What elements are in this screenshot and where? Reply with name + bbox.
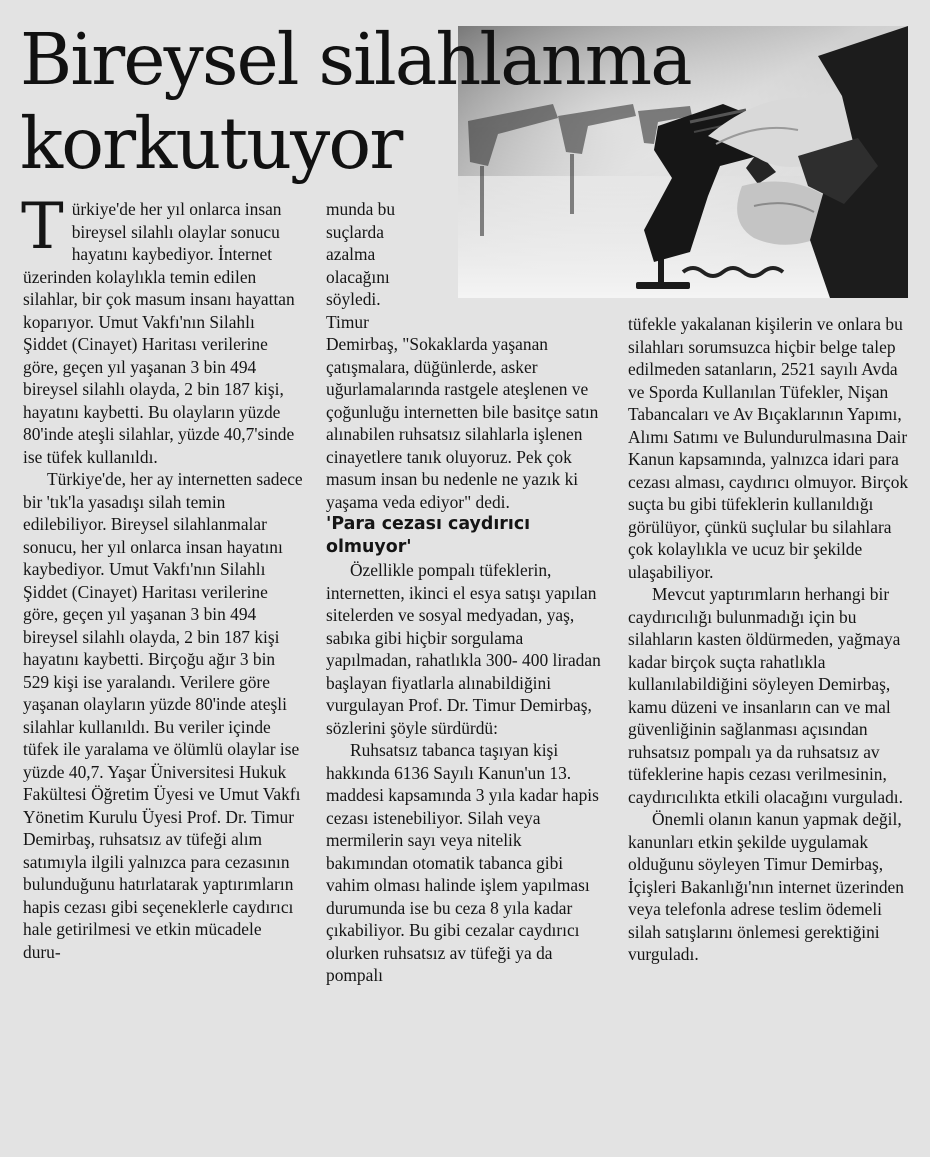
- paragraph-continuation: Demirbaş, "Sokaklarda yaşanan çatışmalara, düğünlerde, asker uğurlamalarında rastgele ateşlenen ve çoğunluğu internetten bile basitçe satın alınabilen ruhsatsız silahlarla işlenen cinayetlere tanık oluyoruz. Pek çok masum insan bu nedenle ne yazık ki yaşama veda ediyor" dedi.: [326, 334, 599, 512]
- article-paragraph: Özellikle pompalı tüfeklerin, internetten, ikinci el esya satışı yapılan sitelerden ve sosyal medyadan, yaş, sabıka gibi hiçbir sorgulama yapılmadan, rahatlıkla 300- 400 liradan başlayan fiyatlarla alınabildiğini vurgulayan Prof. Dr. Timur Demirbaş, sözlerini şöyle sürdürdü:: [326, 560, 601, 738]
- narrow-text-block: munda bu suçlarda azalma olacağını söyledi. Timur: [326, 199, 396, 332]
- article-paragraph: [326, 198, 602, 513]
- subheading: 'Para cezası caydırıcı olmuyor': [326, 514, 531, 557]
- article-paragraph: Türkiye'de, her ay internetten sadece bir 'tık'la yasadışı silah temin edilebiliyor. Bireysel silahlanmalar sonucu, her yıl onlarca insan hayatını kaybediyor. Umut Vakfı'nın Silahlı Şiddet (Cinayet) Haritası verilerine göre, geçen yıl yaşanan 3 bin 494 bireysel silahlı olayda, 2 bin 187 kişi hayatını kaybetti. Birçoğu ağır 3 bin 529 kişi ise yaralandı. Verilere göre yaşanan olayların yüzde 80'inde ateşli silahlar kullanıldı. Bu veriler içinde tüfek ile yaralama ve ölümlü olaylar ise yüzde 40,7. Yaşar Üniversitesi Hukuk Fakültesi Öğretim Üyesi ve Umut Vakfı Yönetim Kurulu Üyesi Prof. Dr. Timur Demirbaş, ruhsatsız av tüfeği alım satımıyla ilgili yalnızca para cezasının bulunduğunu hatırlatarak yaptırımların hapis cezası gibi seçeneklerle caydırıcı hale getirilmesi ve etkin mücadele duru-: [23, 469, 303, 962]
- drop-cap: T: [21, 190, 64, 264]
- headline-line-2: korkutuyor: [20, 102, 402, 185]
- article-column-2: [326, 198, 602, 987]
- article-column-3: [628, 313, 910, 966]
- article-paragraph: tüfekle yakalanan kişilerin ve onlara bu silahları sorumsuzca hiçbir belge talep edilmeden satanların, 2521 sayılı Avda ve Sporda Kullanılan Tüfekler, Nişan Tabancaları ve Av Bıçaklarının Yapımı, Alımı Satımı ve Bulundurulmasına Dair Kanun kapsamında, yalnızca idari para cezası alması, caydırıcı olmuyor. Birçok suçta bu gibi tüfeklerin kullanıldığı görülüyor, çünkü suçlular bu silahlara çok kolaylıkla ve ucuz bir şekilde ulaşabiliyor.: [628, 314, 909, 582]
- lead-paragraph-text: ürkiye'de her yıl onlarca insan bireysel silahlı olaylar sonucu hayatını kaybediyor. İnternet üzerinden kolaylıkla temin edilen silahlar, bir çok masum insanı hayattan koparıyor. Umut Vakfı'nın Silahlı Şiddet (Cinayet) Haritası verilerine göre, geçen yıl yaşanan 3 bin 494 bireysel silahlı olayda, 2 bin 187 kişi, hayatını kaybetti. Bu olayların yüzde 80'inde ateşli silahlar, yüzde 40,7'sinde ise tüfek kullanıldı.: [23, 199, 295, 467]
- headline: [20, 18, 691, 186]
- article-paragraph: Önemli olanın kanun yapmak değil, kanunları etkin şekilde uygulamak olduğunu söyleyen Timur Demirbaş, İçişleri Bakanlığı'nın internet üzerinden veya telefonla adrese teslim ödemeli silah satışlarını önlemesi gerektiğini vurguladı.: [628, 809, 904, 964]
- headline-line-1: Bireysel silahlanma: [20, 18, 691, 101]
- article-paragraph: Ruhsatsız tabanca taşıyan kişi hakkında 6136 Sayılı Kanun'un 13. maddesi kapsamında 3 yıla kadar hapis cezası istenebiliyor. Silah veya mermilerin sayı veya nitelik bakımından otomatik tabanca gibi vahim olması halinde işlem yapılması durumunda ise bu ceza 8 yıla kadar çıkabiliyor. Bu gibi cezalar caydırıcı olurken ruhsatsız av tüfeği ya da pompalı: [326, 740, 599, 985]
- article-column-1: [21, 190, 303, 963]
- article-paragraph: Mevcut yaptırımların herhangi bir caydırıcılığı bulunmadığı için bu silahların kasten öldürmeden, yağmaya kadar birçok suçta rahatlıkla kullanılabildiğini söyleyen Demirbaş, kamu düzeni ve insanların can ve mal güvenliğinin sağlanması açısından ruhsatsız pompalı ya da ruhsatsız av tüfeklerine hapis cezası verilmesinin, caydırıcılıkta etkili olacağını vurguladı.: [628, 584, 903, 807]
- article-paragraph: [21, 190, 303, 468]
